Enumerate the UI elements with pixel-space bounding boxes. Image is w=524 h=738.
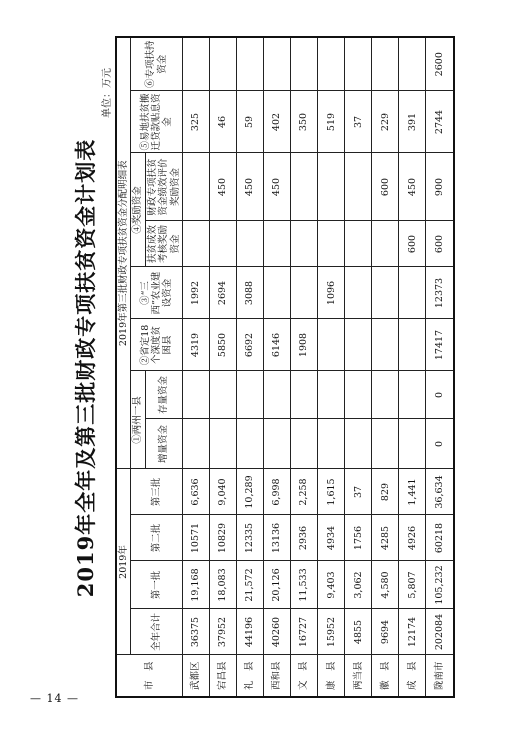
cell-provincial18: 6146 (264, 319, 291, 371)
cell-county: 礼 县 (237, 655, 264, 697)
cell-sanxi: 12373 (426, 267, 454, 319)
cell-increment (264, 419, 291, 469)
header-provincial18: ②省定18个深度贫困县 (131, 319, 183, 371)
cell-special (237, 37, 264, 91)
cell-county: 西和县 (264, 655, 291, 697)
table-row (318, 37, 345, 697)
cell-county: 成 县 (399, 655, 426, 697)
cell-batch2: 60218 (426, 515, 454, 561)
cell-reward-perf: 450 (210, 153, 237, 221)
header-reward-eval: 扶贫成效考核奖励资金 (145, 221, 182, 267)
header-row-1 (116, 37, 131, 697)
cell-reward-eval (318, 221, 345, 267)
cell-reward-eval (182, 221, 209, 267)
cell-increment (210, 419, 237, 469)
cell-reward-eval: 600 (399, 221, 426, 267)
cell-batch2: 1756 (345, 515, 372, 561)
header-stock: 存量资金 (145, 371, 182, 419)
cell-batch1: 18,083 (210, 561, 237, 609)
table-row (237, 37, 264, 697)
cell-total: 40260 (264, 609, 291, 655)
header-batch1: 第一批 (131, 561, 183, 609)
cell-special (318, 37, 345, 91)
cell-batch3: 9,040 (210, 469, 237, 515)
cell-reward-eval (372, 221, 399, 267)
cell-reward-eval (237, 221, 264, 267)
cell-increment (182, 419, 209, 469)
cell-special (372, 37, 399, 91)
cell-batch2: 4926 (399, 515, 426, 561)
cell-sanxi: 1096 (318, 267, 345, 319)
cell-batch2: 10571 (182, 515, 209, 561)
cell-total: 202084 (426, 609, 454, 655)
cell-special (345, 37, 372, 91)
cell-stock (291, 371, 318, 419)
cell-reward-perf (345, 153, 372, 221)
cell-batch2: 13136 (264, 515, 291, 561)
cell-stock (210, 371, 237, 419)
cell-batch1: 9,403 (318, 561, 345, 609)
cell-total: 37952 (210, 609, 237, 655)
cell-reward-eval (210, 221, 237, 267)
cell-relocation: 402 (264, 91, 291, 153)
cell-batch1: 3,062 (345, 561, 372, 609)
cell-batch3: 6,998 (264, 469, 291, 515)
cell-batch2: 4285 (372, 515, 399, 561)
cell-sanxi (345, 267, 372, 319)
cell-relocation: 2744 (426, 91, 454, 153)
cell-stock (345, 371, 372, 419)
unit-label: 单位：万元 (102, 68, 113, 118)
cell-batch1: 20,126 (264, 561, 291, 609)
cell-sanxi: 1992 (182, 267, 209, 319)
cell-total: 12174 (399, 609, 426, 655)
cell-batch2: 12335 (237, 515, 264, 561)
cell-relocation: 37 (345, 91, 372, 153)
cell-special (182, 37, 209, 91)
cell-batch1: 21,572 (237, 561, 264, 609)
cell-stock (399, 371, 426, 419)
table-row (182, 37, 209, 697)
cell-county: 宕昌县 (210, 655, 237, 697)
fund-plan-table (115, 36, 455, 698)
cell-increment: 0 (426, 419, 454, 469)
table-row (399, 37, 426, 697)
table-row (264, 37, 291, 697)
cell-county: 两当县 (345, 655, 372, 697)
header-reward: ④奖励资金 (131, 153, 145, 267)
header-special: ⑥专项扶持资金 (131, 37, 183, 91)
cell-special (399, 37, 426, 91)
cell-batch3: 1,441 (399, 469, 426, 515)
cell-relocation: 46 (210, 91, 237, 153)
cell-stock (182, 371, 209, 419)
cell-reward-perf (291, 153, 318, 221)
cell-batch2: 10829 (210, 515, 237, 561)
cell-batch3: 6,636 (182, 469, 209, 515)
cell-county: 文 县 (291, 655, 318, 697)
cell-increment (399, 419, 426, 469)
cell-increment (345, 419, 372, 469)
header-total: 全年合计 (131, 609, 183, 655)
header-increment: 增量资金 (145, 419, 182, 469)
cell-reward-eval (345, 221, 372, 267)
cell-increment (237, 419, 264, 469)
cell-relocation: 519 (318, 91, 345, 153)
cell-batch3: 2,258 (291, 469, 318, 515)
cell-sanxi (264, 267, 291, 319)
cell-batch1: 4,580 (372, 561, 399, 609)
table-row (345, 37, 372, 697)
table-total-row (426, 37, 454, 697)
cell-special (291, 37, 318, 91)
cell-batch3: 36,634 (426, 469, 454, 515)
cell-total: 16727 (291, 609, 318, 655)
cell-reward-perf: 450 (264, 153, 291, 221)
cell-reward-perf: 450 (237, 153, 264, 221)
cell-county: 康 县 (318, 655, 345, 697)
document-title: 2019年全年及第三批财政专项扶贫资金计划表 (73, 138, 98, 598)
cell-provincial18: 5850 (210, 319, 237, 371)
cell-special: 2600 (426, 37, 454, 91)
header-reward-perf: 财政专项扶贫资金绩效评价奖励资金 (145, 153, 182, 221)
page-number: — 14 — (30, 692, 79, 705)
cell-county: 陇南市 (426, 655, 454, 697)
cell-provincial18: 17417 (426, 319, 454, 371)
cell-batch1: 5,807 (399, 561, 426, 609)
cell-reward-perf (318, 153, 345, 221)
cell-stock (264, 371, 291, 419)
cell-provincial18 (318, 319, 345, 371)
cell-reward-eval (264, 221, 291, 267)
cell-batch3: 1,615 (318, 469, 345, 515)
header-county: 市 县 (116, 655, 182, 697)
cell-sanxi (372, 267, 399, 319)
cell-batch1: 105,232 (426, 561, 454, 609)
header-row-2 (131, 37, 145, 697)
cell-increment (318, 419, 345, 469)
cell-stock (318, 371, 345, 419)
cell-batch3: 829 (372, 469, 399, 515)
table-row (291, 37, 318, 697)
cell-relocation: 325 (182, 91, 209, 153)
cell-batch2: 4934 (318, 515, 345, 561)
cell-total: 9694 (372, 609, 399, 655)
cell-sanxi: 2694 (210, 267, 237, 319)
cell-reward-perf: 450 (399, 153, 426, 221)
header-batch2: 第二批 (131, 515, 183, 561)
cell-sanxi (399, 267, 426, 319)
header-relocation: ⑤易地扶贫搬迁贷款贴息资金 (131, 91, 183, 153)
cell-provincial18: 1908 (291, 319, 318, 371)
cell-stock: 0 (426, 371, 454, 419)
cell-sanxi (291, 267, 318, 319)
cell-increment (291, 419, 318, 469)
cell-reward-perf: 900 (426, 153, 454, 221)
cell-total: 4855 (345, 609, 372, 655)
cell-reward-perf (182, 153, 209, 221)
cell-provincial18: 4319 (182, 319, 209, 371)
cell-batch3: 37 (345, 469, 372, 515)
header-year-2019: 2019年 (116, 469, 131, 655)
cell-sanxi: 3088 (237, 267, 264, 319)
cell-batch1: 19,168 (182, 561, 209, 609)
header-batch3: 第三批 (131, 469, 183, 515)
cell-stock (237, 371, 264, 419)
cell-stock (372, 371, 399, 419)
cell-county: 徽 县 (372, 655, 399, 697)
cell-provincial18: 6692 (237, 319, 264, 371)
cell-total: 36375 (182, 609, 209, 655)
cell-county: 武都区 (182, 655, 209, 697)
cell-relocation: 391 (399, 91, 426, 153)
cell-batch1: 11,533 (291, 561, 318, 609)
table-row (210, 37, 237, 697)
cell-relocation: 350 (291, 91, 318, 153)
cell-increment (372, 419, 399, 469)
table-row (372, 37, 399, 697)
cell-reward-eval (291, 221, 318, 267)
cell-provincial18 (372, 319, 399, 371)
cell-reward-perf: 600 (372, 153, 399, 221)
cell-relocation: 229 (372, 91, 399, 153)
cell-provincial18 (345, 319, 372, 371)
cell-relocation: 59 (237, 91, 264, 153)
cell-provincial18 (399, 319, 426, 371)
cell-reward-eval: 600 (426, 221, 454, 267)
cell-special (210, 37, 237, 91)
header-detail-group: 2019年第三批财政专项扶贫资金分配明细表 (116, 37, 131, 469)
cell-batch2: 2936 (291, 515, 318, 561)
cell-batch3: 10,289 (237, 469, 264, 515)
cell-special (264, 37, 291, 91)
cell-total: 15952 (318, 609, 345, 655)
header-liangzhou: ①两州一县 (131, 371, 145, 469)
header-sanxi: ③“三西”农业建设资金 (131, 267, 183, 319)
cell-total: 44196 (237, 609, 264, 655)
